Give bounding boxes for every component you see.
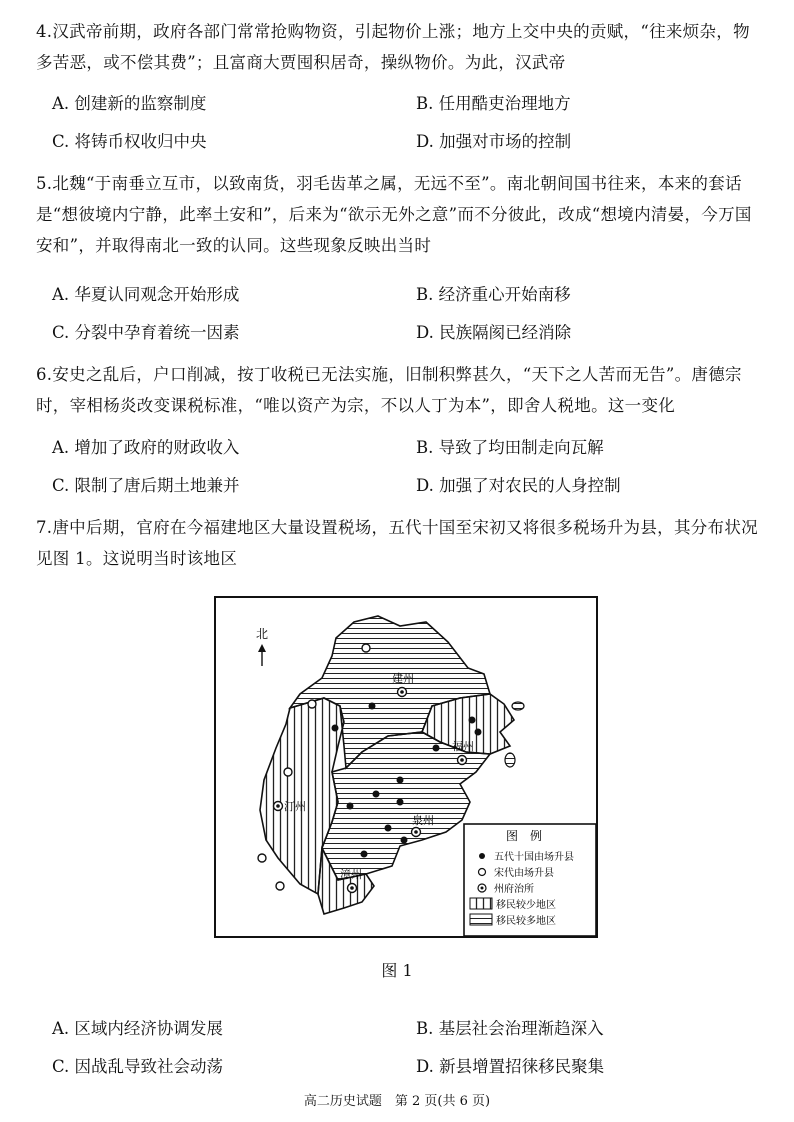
map-legend (464, 824, 596, 936)
legend-item-song: 宋代由场升县 (494, 868, 554, 879)
city-label-quanzhou: 泉州 (412, 814, 434, 827)
question-4-option-c[interactable]: C. 将铸币权收归中央 (52, 132, 207, 151)
question-7-option-d[interactable]: D. 新县增置招徕移民聚集 (416, 1057, 605, 1076)
question-text: 北魏“于南垂立互市，以致南货，羽毛齿革之属，无远不至”。南北朝间国书往来，本来的套话是“想彼境内宁静，此率土安和”，后来为“欲示无外之意”而不分彼此，改成“想境内清晏，今万国安和”，并取得南北一致的认同。这些现象反映出当时 (36, 174, 752, 255)
city-label-jianzhou: 建州 (392, 672, 414, 685)
legend-item-five-dynasties: 五代十国由场升县 (494, 852, 574, 863)
fujian-map-figure (214, 596, 598, 938)
question-5-stem (36, 168, 766, 261)
city-label-fuzhou: 福州 (452, 740, 474, 753)
question-text: 安史之乱后，户口削减，按丁收税已无法实施，旧制积弊甚久，“天下之人苦而无告”。唐德宗时，宰相杨炎改变课税标准，“唯以资产为宗，不以人丁为本”，即舍人税地。这一变化 (36, 365, 742, 415)
question-number: 5. (36, 174, 53, 193)
north-label: 北 (256, 627, 269, 641)
legend-item-more-migrants: 移民较多地区 (496, 916, 556, 927)
city-label-zhangzhou: 漳州 (340, 868, 362, 881)
figure-caption: 图 1 (381, 961, 413, 980)
question-7-option-a[interactable]: A. 区域内经济协调发展 (52, 1019, 223, 1038)
question-text: 汉武帝前期，政府各部门常常抢购物资，引起物价上涨；地方上交中央的贡赋，“往来烦杂，物多苦恶，或不偿其费”；且富商大贾囤积居奇，操纵物价。为此，汉武帝 (36, 22, 750, 72)
question-4-option-d[interactable]: D. 加强对市场的控制 (416, 132, 572, 151)
question-6-option-b[interactable]: B. 导致了均田制走向瓦解 (416, 438, 604, 457)
question-number: 7. (36, 518, 53, 537)
legend-title: 图 例 (506, 829, 543, 843)
question-5-option-a[interactable]: A. 华夏认同观念开始形成 (52, 285, 240, 304)
city-label-tingzhou: 汀州 (284, 800, 306, 813)
question-4-option-b[interactable]: B. 任用酷吏治理地方 (416, 94, 571, 113)
question-4-stem (36, 16, 766, 78)
question-5-option-c[interactable]: C. 分裂中孕育着统一因素 (52, 323, 240, 342)
question-4-option-a[interactable]: A. 创建新的监察制度 (52, 94, 207, 113)
legend-item-prefecture: 州府治所 (494, 884, 534, 895)
legend-item-fewer-migrants: 移民较少地区 (496, 900, 556, 911)
page-footer: 高二历史试题 第 2 页(共 6 页) (303, 1094, 491, 1109)
question-number: 6. (36, 365, 53, 384)
coastal-island (512, 702, 524, 710)
question-5-option-d[interactable]: D. 民族隔阂已经消除 (416, 323, 572, 342)
question-text: 唐中后期，官府在今福建地区大量设置税场，五代十国至宋初又将很多税场升为县，其分布状况见图 1。这说明当时该地区 (36, 518, 758, 568)
question-6-option-c[interactable]: C. 限制了唐后期土地兼并 (52, 476, 240, 495)
question-7-option-c[interactable]: C. 因战乱导致社会动荡 (52, 1057, 224, 1076)
question-6-option-d[interactable]: D. 加强了对农民的人身控制 (416, 476, 621, 495)
question-7-option-b[interactable]: B. 基层社会治理渐趋深入 (416, 1019, 604, 1038)
coastal-island (505, 753, 515, 767)
question-6-stem (36, 359, 766, 421)
question-7-stem (36, 512, 766, 574)
question-6-option-a[interactable]: A. 增加了政府的财政收入 (52, 438, 240, 457)
question-number: 4. (36, 22, 53, 41)
question-5-option-b[interactable]: B. 经济重心开始南移 (416, 285, 571, 304)
map-svg (214, 596, 598, 938)
